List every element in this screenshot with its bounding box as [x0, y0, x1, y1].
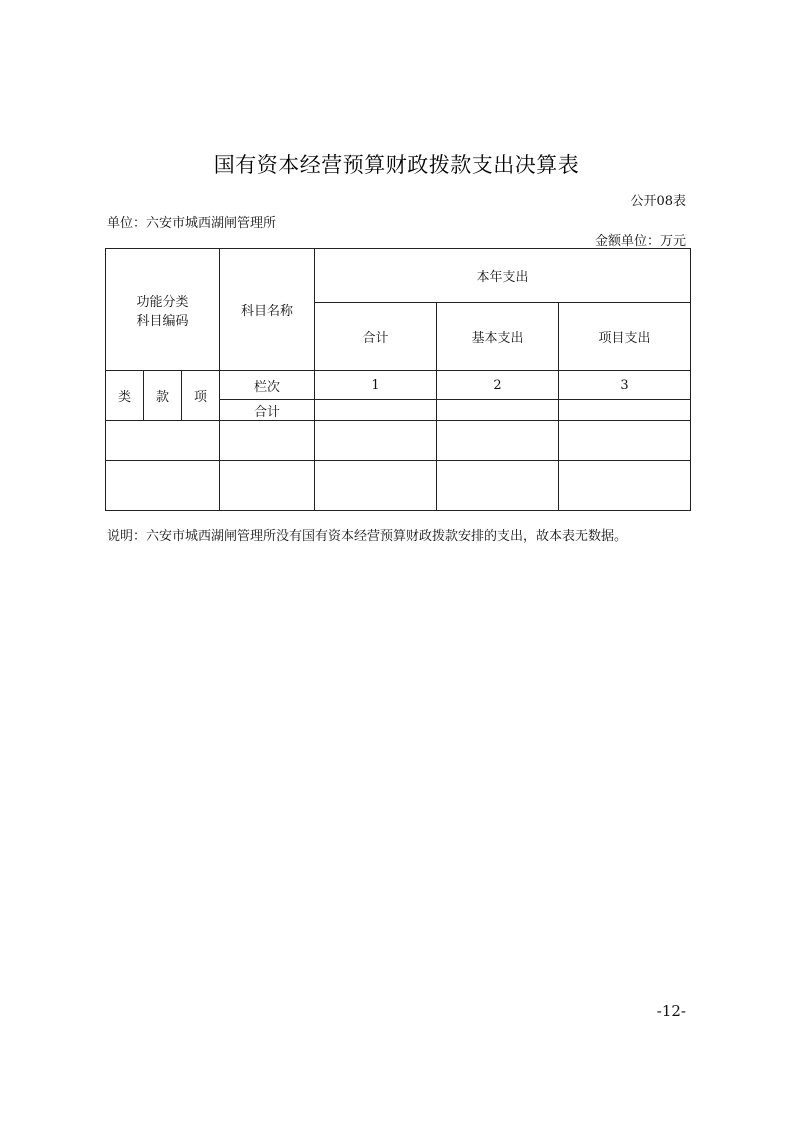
item-header: 项 [182, 371, 220, 421]
table-cell [559, 421, 691, 461]
expenditure-table [105, 248, 691, 511]
basic-expenditure-header: 基本支出 [437, 303, 559, 371]
form-number: 公开08表 [630, 194, 686, 209]
sum-row-label: 合计 [220, 400, 315, 421]
amount-unit: 金额单位：万元 [594, 234, 686, 249]
section-header: 款 [144, 371, 182, 421]
subject-name-header: 科目名称 [220, 249, 315, 371]
column-no-2: 2 [437, 371, 559, 400]
table-row [106, 461, 691, 511]
current-year-header: 本年支出 [315, 249, 691, 303]
page-number: -12- [656, 1002, 686, 1020]
table-cell [220, 461, 315, 511]
classification-header [106, 249, 220, 371]
category-header: 类 [106, 371, 144, 421]
sum-total-cell [315, 400, 437, 421]
classification-header-line1: 功能分类 [136, 294, 189, 310]
classification-header-line2: 科目编码 [136, 313, 189, 329]
table-cell [220, 421, 315, 461]
table-cell [315, 421, 437, 461]
table-note: 说明：六安市城西湖闸管理所没有国有资本经营预算财政拨款安排的支出，故本表无数据。 [107, 529, 628, 544]
sum-basic-cell [437, 400, 559, 421]
table-row [106, 421, 691, 461]
total-header: 合计 [315, 303, 437, 371]
table-cell [315, 461, 437, 511]
table-cell [559, 461, 691, 511]
table-cell [437, 421, 559, 461]
column-no-1: 1 [315, 371, 437, 400]
sum-project-cell [559, 400, 691, 421]
table-cell [437, 461, 559, 511]
page-title: 国有资本经营预算财政拨款支出决算表 [213, 153, 580, 177]
table-cell [106, 421, 220, 461]
column-no-label: 栏次 [220, 371, 315, 400]
reporting-unit: 单位：六安市城西湖闸管理所 [107, 216, 277, 231]
table-cell [106, 461, 220, 511]
column-no-3: 3 [559, 371, 691, 400]
project-expenditure-header: 项目支出 [559, 303, 691, 371]
